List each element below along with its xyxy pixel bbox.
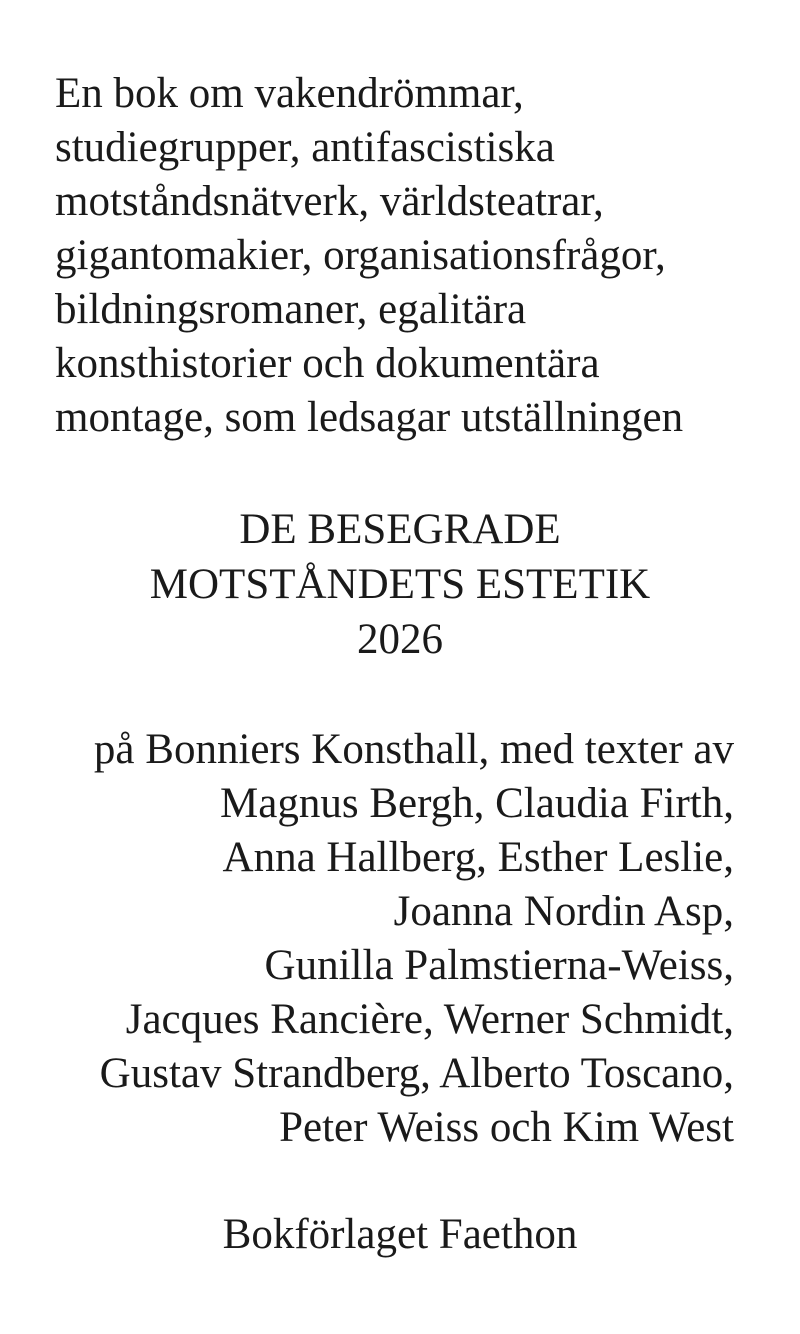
title-year: 2026 (357, 616, 443, 663)
publisher-name: Bokförlaget Faethon (222, 1211, 578, 1258)
intro-paragraph (55, 67, 683, 445)
credits-line: Gustav Strandberg, Alberto Toscano, (99, 1050, 734, 1097)
credits-line: Jacques Rancière, Werner Schmidt, (125, 996, 734, 1043)
intro-line: studiegrupper, antifascistiska (55, 124, 555, 171)
intro-line: montage, som ledsagar utställningen (55, 394, 684, 441)
credits-line: Anna Hallberg, Esther Leslie, (222, 834, 734, 881)
credits-line: Peter Weiss och Kim West (279, 1104, 734, 1151)
intro-line: gigantomakier, organisationsfrågor, (55, 232, 666, 279)
credits-line: på Bonniers Konsthall, med texter av (93, 726, 734, 773)
credits-line: Gunilla Palmstierna-Weiss, (264, 942, 734, 989)
exhibition-title (0, 502, 800, 667)
credits-line: Magnus Bergh, Claudia Firth, (220, 780, 734, 827)
intro-line: bildningsromaner, egalitära (55, 286, 527, 333)
credits-line: Joanna Nordin Asp, (393, 888, 734, 935)
credits-paragraph (94, 723, 734, 1155)
title-line: DE BESEGRADE (239, 506, 561, 553)
intro-line: motståndsnätverk, världsteatrar, (55, 178, 604, 225)
intro-line: konsthistorier och dokumentära (55, 340, 600, 387)
intro-line: En bok om vakendrömmar, (55, 70, 524, 117)
title-line: MOTSTÅNDETS ESTETIK (149, 561, 651, 608)
